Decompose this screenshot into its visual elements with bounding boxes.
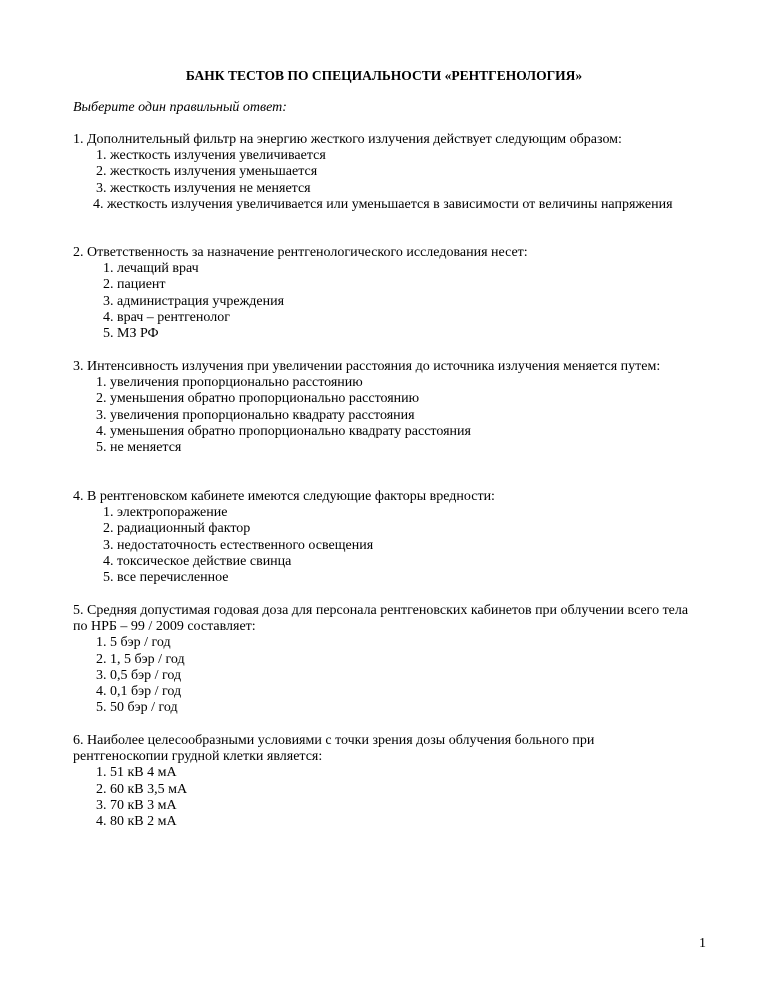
answer-options [73,505,693,586]
question-text: 6. Наиболее целесообразными условиями с точки зрения дозы облучения больного при рентгеноскопии грудной клетки является: [73,733,595,765]
answer-option: 1. жесткость излучения увеличивается [96,148,326,164]
instruction-text: Выберите один правильный ответ: [73,100,287,115]
answer-option: 3. администрация учреждения [103,293,285,309]
answer-option: 1. электропоражение [103,505,228,521]
answer-option: 2. 1, 5 бэр / год [96,651,185,667]
answer-options [73,635,693,716]
answer-option: 4. 0,1 бэр / год [96,684,182,700]
answer-option: 4. уменьшения обратно пропорционально квадрату расстояния [96,423,471,439]
answer-option: 4. жесткость излучения увеличивается или уменьшается в зависимости от величины напряжения [93,196,673,212]
question-1 [73,132,693,213]
question-4 [73,489,693,586]
answer-option: 1. увеличения пропорционально расстоянию [96,375,363,391]
answer-option: 5. 50 бэр / год [96,700,178,716]
question-text: 2. Ответственность за назначение рентгенологического исследования несет: [73,245,528,260]
question-text: 3. Интенсивность излучения при увеличении расстояния до источника излучения меняется путем: [73,359,661,374]
answer-option: 2. уменьшения обратно пропорционально расстоянию [96,391,420,407]
question-2 [73,245,693,342]
answer-option: 1. 51 кВ 4 мА [96,765,177,781]
answer-options [73,765,693,830]
page-number: 1 [699,936,706,951]
answer-option: 5. МЗ РФ [103,326,159,342]
answer-option: 3. 70 кВ 3 мА [96,797,177,813]
answer-option: 3. жесткость излучения не меняется [96,180,311,196]
answer-option: 2. 60 кВ 3,5 мА [96,781,188,797]
answer-option: 2. жесткость излучения уменьшается [96,164,318,180]
answer-option: 1. лечащий врач [103,261,199,277]
answer-option: 5. все перечисленное [103,570,229,586]
answer-option: 4. токсическое действие свинца [103,553,292,569]
question-text: 4. В рентгеновском кабинете имеются следующие факторы вредности: [73,489,495,504]
answer-options [73,261,693,342]
answer-option: 3. 0,5 бэр / год [96,667,182,683]
answer-option: 4. врач – рентгенолог [103,309,230,325]
answer-option: 5. не меняется [96,440,182,456]
answer-options [73,375,693,456]
answer-option: 4. 80 кВ 2 мА [96,814,177,830]
question-5 [73,603,693,716]
answer-option: 3. недостаточность естественного освещения [103,537,374,553]
answer-options [73,148,693,213]
question-text: 5. Средняя допустимая годовая доза для персонала рентгеновских кабинетов при облучении всего тела по НРБ – 99 / 2009 составляет: [73,603,689,635]
question-text: 1. Дополнительный фильтр на энергию жесткого излучения действует следующим образом: [73,132,622,147]
question-3 [73,359,693,456]
answer-option: 1. 5 бэр / год [96,635,171,651]
answer-option: 2. пациент [103,277,166,293]
question-6 [73,733,693,830]
answer-option: 3. увеличения пропорционально квадрату расстояния [96,407,415,423]
document-title: БАНК ТЕСТОВ ПО СПЕЦИАЛЬНОСТИ «РЕНТГЕНОЛОГИЯ» [185,68,583,83]
answer-option: 2. радиационный фактор [103,521,251,537]
